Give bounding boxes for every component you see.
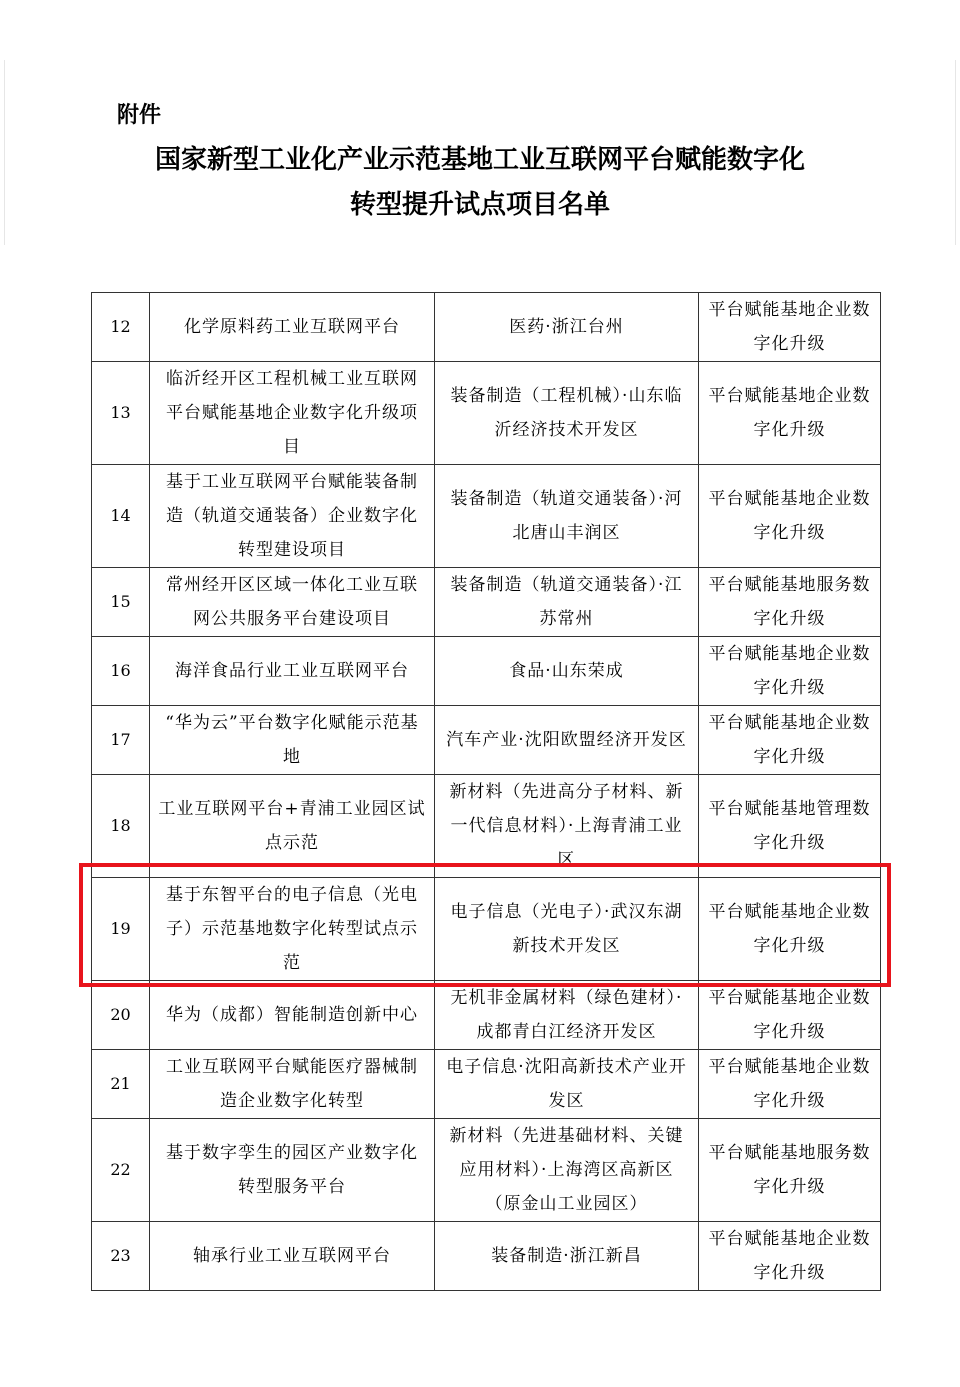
table-row: [92, 1119, 881, 1222]
project-category: 平台赋能基地企业数字化升级: [699, 706, 881, 775]
table-row: [92, 706, 881, 775]
row-number: 15: [92, 568, 150, 637]
row-number: 19: [92, 878, 150, 981]
base-location: 医药·浙江台州: [435, 293, 699, 362]
project-category: 平台赋能基地企业数字化升级: [699, 362, 881, 465]
row-number: 23: [92, 1222, 150, 1291]
project-category: 平台赋能基地企业数字化升级: [699, 293, 881, 362]
project-name: 化学原料药工业互联网平台: [150, 293, 435, 362]
row-number: 12: [92, 293, 150, 362]
base-location: 电子信息（光电子）·武汉东湖新技术开发区: [435, 878, 699, 981]
base-location: 汽车产业·沈阳欧盟经济开发区: [435, 706, 699, 775]
project-category: 平台赋能基地企业数字化升级: [699, 981, 881, 1050]
table-row: [92, 1050, 881, 1119]
base-location: 装备制造（工程机械）·山东临沂经济技术开发区: [435, 362, 699, 465]
project-name: 轴承行业工业互联网平台: [150, 1222, 435, 1291]
table-row: [92, 293, 881, 362]
table-row: [92, 637, 881, 706]
project-category: 平台赋能基地企业数字化升级: [699, 1222, 881, 1291]
base-location: 电子信息·沈阳高新技术产业开发区: [435, 1050, 699, 1119]
project-name: 基于东智平台的电子信息（光电子）示范基地数字化转型试点示范: [150, 878, 435, 981]
page-title: [0, 138, 960, 228]
project-name: 海洋食品行业工业互联网平台: [150, 637, 435, 706]
project-name: 常州经开区区域一体化工业互联网公共服务平台建设项目: [150, 568, 435, 637]
base-location: 新材料（先进高分子材料、新一代信息材料）·上海青浦工业区: [435, 775, 699, 878]
row-number: 13: [92, 362, 150, 465]
project-category: 平台赋能基地企业数字化升级: [699, 465, 881, 568]
project-category: 平台赋能基地管理数字化升级: [699, 775, 881, 878]
base-location: 食品·山东荣成: [435, 637, 699, 706]
project-category: 平台赋能基地企业数字化升级: [699, 1050, 881, 1119]
table-row: [92, 981, 881, 1050]
row-number: 22: [92, 1119, 150, 1222]
row-number: 21: [92, 1050, 150, 1119]
base-location: 装备制造（轨道交通装备）·江苏常州: [435, 568, 699, 637]
attachment-label: 附件: [117, 103, 162, 128]
project-name: 临沂经开区工程机械工业互联网平台赋能基地企业数字化升级项目: [150, 362, 435, 465]
table-row: [92, 568, 881, 637]
project-name: 工业互联网平台+青浦工业园区试点示范: [150, 775, 435, 878]
project-name: “华为云”平台数字化赋能示范基地: [150, 706, 435, 775]
project-category: 平台赋能基地服务数字化升级: [699, 1119, 881, 1222]
title-line-1: 国家新型工业化产业示范基地工业互联网平台赋能数字化: [154, 145, 805, 175]
table-row: [92, 362, 881, 465]
project-name: 基于数字孪生的园区产业数字化转型服务平台: [150, 1119, 435, 1222]
base-location: 装备制造·浙江新昌: [435, 1222, 699, 1291]
table-row: [92, 1222, 881, 1291]
project-name: 基于工业互联网平台赋能装备制造（轨道交通装备）企业数字化转型建设项目: [150, 465, 435, 568]
table-row-highlighted: [92, 878, 881, 981]
base-location: 装备制造（轨道交通装备）·河北唐山丰润区: [435, 465, 699, 568]
table-row: [92, 465, 881, 568]
row-number: 20: [92, 981, 150, 1050]
base-location: 新材料（先进基础材料、关键应用材料）·上海湾区高新区（原金山工业园区）: [435, 1119, 699, 1222]
row-number: 18: [92, 775, 150, 878]
project-table: [91, 292, 881, 1291]
table-row: [92, 775, 881, 878]
row-number: 17: [92, 706, 150, 775]
row-number: 14: [92, 465, 150, 568]
base-location: 无机非金属材料（绿色建材）·成都青白江经济开发区: [435, 981, 699, 1050]
project-category: 平台赋能基地服务数字化升级: [699, 568, 881, 637]
row-number: 16: [92, 637, 150, 706]
project-category: 平台赋能基地企业数字化升级: [699, 878, 881, 981]
project-category: 平台赋能基地企业数字化升级: [699, 637, 881, 706]
project-name: 华为（成都）智能制造创新中心: [150, 981, 435, 1050]
title-line-2: 转型提升试点项目名单: [349, 190, 610, 220]
project-name: 工业互联网平台赋能医疗器械制造企业数字化转型: [150, 1050, 435, 1119]
